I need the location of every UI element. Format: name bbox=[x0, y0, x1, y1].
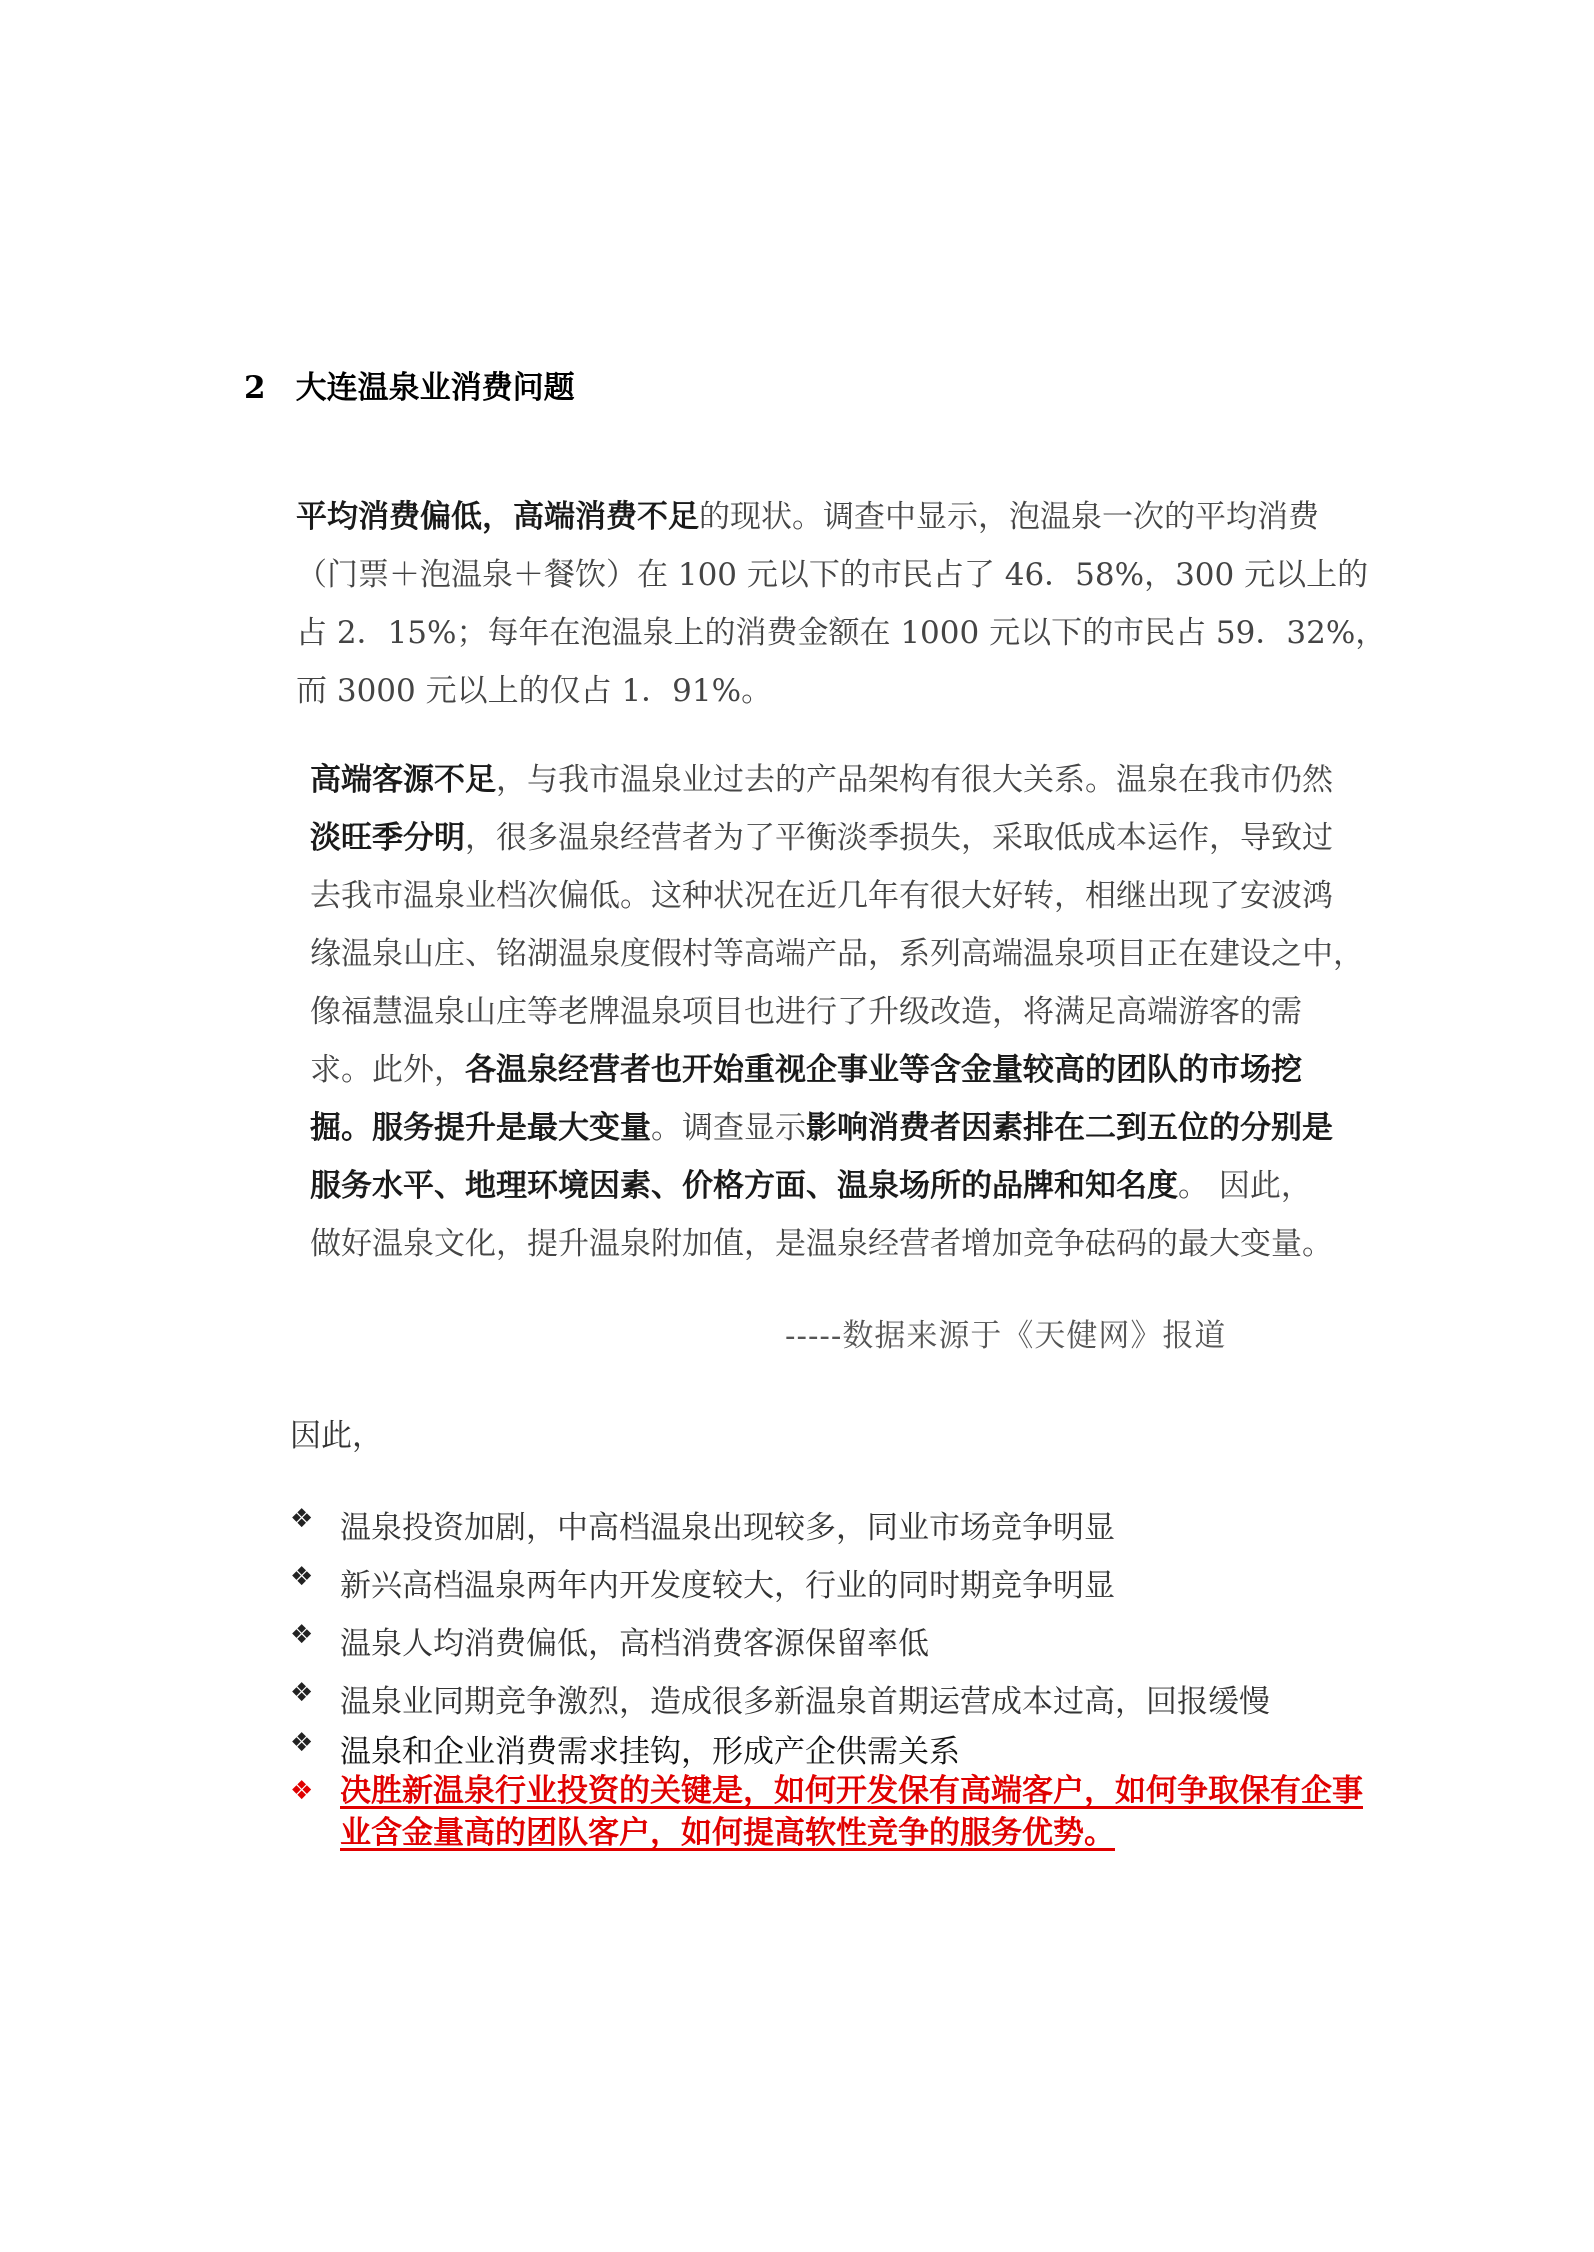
highlight-text: 决胜新温泉行业投资的关键是，如何开发保有高端客户，如何争取保有企事业含金量高的团队客户，如何提高软性竞争的服务优势。 bbox=[340, 1773, 1363, 1851]
bold-phrase: 高端客源不足 bbox=[310, 762, 496, 798]
list-item-text: 温泉和企业消费需求挂钩，形成产企供需关系 bbox=[340, 1734, 960, 1770]
para2-text: ，很多温泉经营者为了平衡淡季损失，采取低成本运作，导致过 bbox=[465, 820, 1333, 856]
list-item bbox=[290, 1618, 1370, 1676]
paragraph-high-end bbox=[310, 751, 1364, 1273]
para2-line4: 缘温泉山庄、铭湖温泉度假村等高端产品，系列高端温泉项目正在建设之中， bbox=[310, 936, 1364, 972]
diamond-bullet-icon: ❖ bbox=[290, 1620, 314, 1650]
bold-lead: 平均消费偏低，高端消费不足 bbox=[296, 499, 699, 535]
list-item bbox=[290, 1676, 1370, 1726]
para2-text: 求。此外， bbox=[310, 1052, 465, 1088]
bold-phrase: 服务水平、地理环境因素、价格方面、温泉场所的品牌和知名度 bbox=[310, 1168, 1178, 1204]
list-item bbox=[290, 1560, 1370, 1618]
bold-phrase: 淡旺季分明 bbox=[310, 820, 465, 856]
bullet-list bbox=[290, 1502, 1370, 1854]
section-title: 大连温泉业消费问题 bbox=[295, 370, 575, 406]
para1-line3: 占 2．15%；每年在泡温泉上的消费金额在 1000 元以下的市民占 59．32%， bbox=[296, 615, 1387, 651]
list-item bbox=[290, 1726, 1370, 1770]
bold-phrase: 掘。服务提升是最大变量 bbox=[310, 1110, 651, 1146]
para2-line5: 像福慧温泉山庄等老牌温泉项目也进行了升级改造，将满足高端游客的需 bbox=[310, 994, 1302, 1030]
list-item-highlight bbox=[290, 1770, 1370, 1854]
para1-line1-text: 的现状。调查中显示，泡温泉一次的平均消费 bbox=[699, 499, 1319, 535]
para1-line4: 而 3000 元以上的仅占 1．91%。 bbox=[296, 673, 773, 709]
diamond-bullet-icon: ❖ bbox=[290, 1776, 314, 1806]
paragraph-consumption bbox=[296, 488, 1387, 720]
para2-text: ，与我市温泉业过去的产品架构有很大关系。温泉在我市仍然 bbox=[496, 762, 1333, 798]
diamond-bullet-icon: ❖ bbox=[290, 1504, 314, 1534]
list-item-text: 新兴高档温泉两年内开发度较大，行业的同时期竞争明显 bbox=[340, 1568, 1115, 1604]
therefore-label: 因此， bbox=[290, 1418, 383, 1454]
bold-phrase: 影响消费者因素排在二到五位的分别是 bbox=[806, 1110, 1333, 1146]
list-item bbox=[290, 1502, 1370, 1560]
list-item-text: 温泉人均消费偏低，高档消费客源保留率低 bbox=[340, 1626, 929, 1662]
diamond-bullet-icon: ❖ bbox=[290, 1728, 314, 1758]
list-item-text: 温泉投资加剧，中高档温泉出现较多，同业市场竞争明显 bbox=[340, 1510, 1115, 1546]
para1-line2: （门票＋泡温泉＋餐饮）在 100 元以下的市民占了 46．58%，300 元以上的 bbox=[296, 557, 1369, 593]
bold-phrase: 各温泉经营者也开始重视企事业等含金量较高的团队的市场挖 bbox=[465, 1052, 1302, 1088]
para2-line3: 去我市温泉业档次偏低。这种状况在近几年有很大好转，相继出现了安波鸿 bbox=[310, 878, 1333, 914]
para2-text: 。调查显示 bbox=[651, 1110, 806, 1146]
para2-text: 。 因此， bbox=[1178, 1168, 1312, 1204]
section-heading bbox=[244, 362, 575, 407]
source-citation: -----数据来源于《天健网》报道 bbox=[785, 1318, 1227, 1354]
para2-line9: 做好温泉文化，提升温泉附加值，是温泉经营者增加竞争砝码的最大变量。 bbox=[310, 1226, 1333, 1262]
diamond-bullet-icon: ❖ bbox=[290, 1562, 314, 1592]
section-number: 2 bbox=[244, 370, 266, 406]
list-item-text: 温泉业同期竞争激烈，造成很多新温泉首期运营成本过高，回报缓慢 bbox=[340, 1684, 1270, 1720]
diamond-bullet-icon: ❖ bbox=[290, 1678, 314, 1708]
